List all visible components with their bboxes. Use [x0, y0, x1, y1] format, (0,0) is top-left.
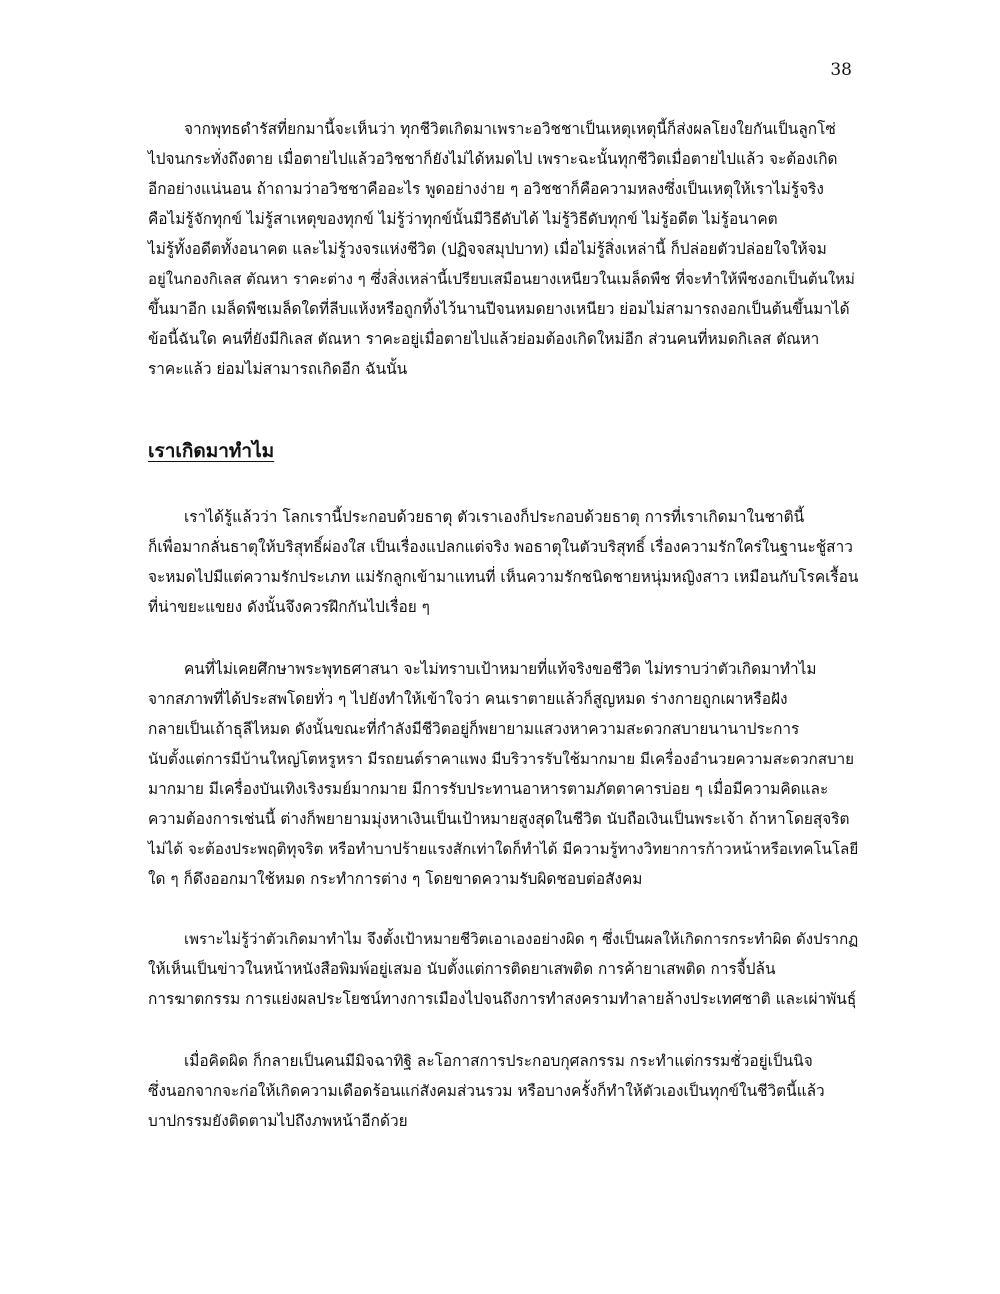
text-line: ข้อนี้ฉันใด คนที่ยังมีกิเลส ตัณหา ราคะอยู่เมื่อตายไปแล้วย่อมต้องเกิดใหม่อีก ส่วนคนที่หมดกิเลส ตัณหา: [148, 330, 820, 348]
text-line: เมื่อคิดผิด ก็กลายเป็นคนมีมิจฉาทิฐิ ละโอกาสการประกอบกุศลกรรม กระทำแต่กรรมชั่วอยู่เป็นนิจ: [184, 1052, 813, 1070]
text-line: ขึ้นมาอีก เมล็ดพืชเมล็ดใดที่ลีบแห้งหรือถูกทิ้งไว้นานปีจนหมดยางเหนียว ย่อมไม่สามารถงอกเป็นต้นขึ้นมาได้: [148, 300, 850, 318]
paragraph-5: [148, 1046, 860, 1136]
text-line: อีกอย่างแน่นอน ถ้าถามว่าอวิชชาคืออะไร พูดอย่างง่าย ๆ อวิชชาก็คือความหลงซึ่งเป็นเหตุให้เราไม่รู้จริง: [148, 180, 824, 198]
text-line: ราคะแล้ว ย่อมไม่สามารถเกิดอีก ฉันนั้น: [148, 360, 408, 378]
text-line: ซึ่งนอกจากจะก่อให้เกิดความเดือดร้อนแก่สังคมส่วนรวม หรือบางครั้งก็ทำให้ตัวเองเป็นทุกข์ในชีวิตนี้แล้ว: [148, 1082, 825, 1100]
text-line: จะหมดไปมีแต่ความรักประเภท แม่รักลูกเข้ามาแทนที่ เห็นความรักชนิดชายหนุ่มหญิงสาว เหมือนกับโรคเรื้อน: [148, 568, 859, 586]
text-line: อยู่ในกองกิเลส ตัณหา ราคะต่าง ๆ ซึ่งสิ่งเหล่านี้เปรียบเสมือนยางเหนียวในเมล็ดพืช ที่จะทำให้พืชงอกเป็นต้นใหม่: [148, 270, 855, 288]
text-line: กลายเป็นเถ้าธุลีไหมด ดังนั้นขณะที่กำลังมีชีวิตอยู่ก็พยายามแสวงหาความสะดวกสบายนานาประการ: [148, 720, 800, 738]
text-line: การฆาตกรรม การแย่งผลประโยชน์ทางการเมืองไปจนถึงการทำสงครามทำลายล้างประเทศชาติ และเผ่าพันธุ์: [148, 990, 857, 1008]
text-line: ใด ๆ ก็ดึงออกมาใช้หมด กระทำการต่าง ๆ โดยขาดความรับผิดชอบต่อสังคม: [148, 870, 643, 888]
page-number: 38: [830, 60, 852, 80]
text-line: ก็เพื่อมากลั่นธาตุให้บริสุทธิ์ผ่องใส เป็นเรื่องแปลกแต่จริง พอธาตุในตัวบริสุทธิ์ เรื่องความรักใคร่ในฐานะชู้สาว: [148, 538, 853, 556]
text-line: คนที่ไม่เคยศึกษาพระพุทธศาสนา จะไม่ทราบเป้าหมายที่แท้จริงขอชีวิต ไม่ทราบว่าตัวเกิดมาทำไม: [184, 660, 817, 678]
text-line: เราได้รู้แล้วว่า โลกเรานี้ประกอบด้วยธาตุ ตัวเราเองก็ประกอบด้วยธาตุ การที่เราเกิดมาในชาตินี้: [184, 508, 805, 526]
paragraph-1: [148, 114, 860, 384]
text-line: คือไม่รู้จักทุกข์ ไม่รู้สาเหตุของทุกข์ ไม่รู้ว่าทุกข์นั้นมีวิธีดับได้ ไม่รู้วิธีดับทุกข์ ไม่รู้อดีต ไม่รู้อนาคต: [148, 210, 778, 228]
text-line: นับตั้งแต่การมีบ้านใหญ่โตหรูหรา มีรถยนต์ราคาแพง มีบริวารรับใช้มากมาย มีเครื่องอำนวยความสะดวกสบาย: [148, 750, 855, 768]
text-line: ที่น่าขยะแขยง ดังนั้นจึงควรฝึกกันไปเรื่อย ๆ: [148, 598, 430, 616]
paragraph-4: [148, 924, 860, 1014]
text-line: ไปจนกระทั่งถึงตาย เมื่อตายไปแล้วอวิชชาก็ยังไม่ได้หมดไป เพราะฉะนั้นทุกชีวิตเมื่อตายไปแล้ว จะต้องเกิด: [148, 150, 838, 168]
paragraph-2: [148, 502, 860, 622]
text-line: ไม่ได้ จะต้องประพฤติทุจริต หรือทำบาปร้ายแรงสักเท่าใดก็ทำได้ มีความรู้ทางวิทยาการก้าวหน้าหรือเทคโนโลยี: [148, 840, 859, 858]
text-line: จากพุทธดำรัสที่ยกมานี้จะเห็นว่า ทุกชีวิตเกิดมาเพราะอวิชชาเป็นเหตุเหตุนี้ก็ส่งผลโยงใยกันเป็นลูกโซ่: [184, 120, 836, 138]
text-line: มากมาย มีเครื่องบันเทิงเริงรมย์มากมาย มีการรับประทานอาหารตามภัตตาคารบ่อย ๆ เมื่อมีความคิดและ: [148, 780, 829, 798]
paragraph-3: [148, 654, 860, 894]
text-line: จากสภาพที่ได้ประสพโดยทั่ว ๆ ไปยังทำให้เข้าใจว่า คนเราตายแล้วก็สูญหมด ร่างกายถูกเผาหรือฝัง: [148, 690, 788, 708]
text-line: เพราะไม่รู้ว่าตัวเกิดมาทำไม จึงตั้งเป้าหมายชีวิตเอาเองอย่างผิด ๆ ซึ่งเป็นผลให้เกิดการกระทำผิด ดังปรากฏ: [184, 930, 859, 948]
text-line: ให้เห็นเป็นข่าวในหน้าหนังสือพิมพ์อยู่เสมอ นับตั้งแต่การติดยาเสพติด การค้ายาเสพติด การจี้ปล้น: [148, 960, 776, 978]
text-line: ความต้องการเช่นนี้ ต่างก็พยายามมุ่งหาเงินเป็นเป้าหมายสูงสุดในชีวิต นับถือเงินเป็นพระเจ้า ถ้าหาโดยสุจริต: [148, 810, 850, 828]
text-line: ไม่รู้ทั้งอดีตทั้งอนาคต และไม่รู้วงจรแห่งชีวิต (ปฏิจจสมุปบาท) เมื่อไม่รู้สิ่งเหล่านี้ ก็ปล่อยตัวปล่อยใจให้จม: [148, 240, 827, 258]
text-line: บาปกรรมยังติดตามไปถึงภพหน้าอีกด้วย: [148, 1112, 408, 1130]
section-heading: เราเกิดมาทำไม: [148, 440, 275, 462]
